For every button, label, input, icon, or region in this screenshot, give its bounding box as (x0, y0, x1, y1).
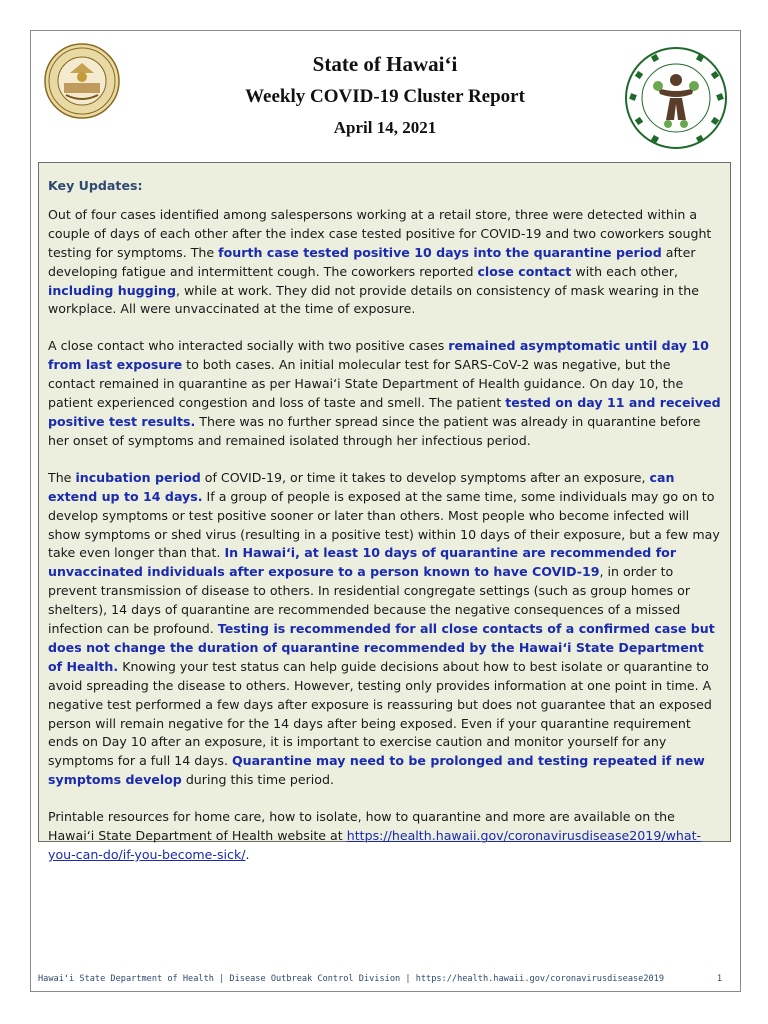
highlighted-text: incubation period (75, 469, 201, 485)
page-title: State of Hawaiʻi (312, 52, 458, 76)
key-updates-box (38, 162, 731, 862)
highlighted-text: remained asymptomatic until day 10 from last exposure (48, 338, 709, 373)
update-paragraph-4 (48, 808, 721, 865)
update-paragraph-3 (48, 469, 721, 790)
update-paragraph-1 (48, 206, 721, 319)
body-text: A close contact who interacted socially with two positive cases (48, 338, 449, 354)
body-text: . (245, 847, 250, 862)
page-number: 1 (716, 974, 722, 984)
resource-link[interactable]: https://health.hawaii.gov/coronavirusdisease2019/what-you-can-do/if-you-become-sick/ (48, 828, 702, 862)
body-text: There was no further spread since the patient was already in quarantine before her onset of symptoms and remained isolated through her infectious period. (48, 413, 701, 448)
body-text: The (48, 469, 76, 485)
highlighted-text: close contact (477, 263, 572, 279)
update-paragraph-2 (48, 337, 721, 450)
state-seal-icon (44, 43, 120, 119)
body-text: Knowing your test status can help guide decisions about how to best isolate or quarantine to avoid spreading the disease to others. However, testing only provides information at one point in time. A negative test performed a few days after exposure is reassuring but does not guarantee that an exposed person will remain negative for the 14 days after being exposed. Even if your quarantine requirement ends on Day 10 after an exposure, it is important to exercise caution and monitor yourself for any symptoms for a full 14 days. (48, 658, 712, 769)
highlighted-text: Testing is recommended for all close contacts of a confirmed case but does not change the duration of quarantine recommended by the Hawaiʻi State Department of Health. (48, 621, 715, 674)
body-text: , while at work. They did not provide details on consistency of mask wearing in the workplace. All were unvaccinated at the time of exposure. (48, 282, 699, 317)
body-text: Printable resources for home care, how to isolate, how to quarantine and more are available on the Hawaiʻi State Department of Health website at (48, 809, 675, 844)
body-text: after developing fatigue and intermittent cough. The coworkers reported (48, 244, 696, 279)
highlighted-text: can extend up to 14 days. (48, 469, 675, 504)
body-text: with each other, (571, 263, 679, 279)
body-text: during this time period. (181, 772, 335, 788)
highlighted-text: tested on day 11 and received positive test results. (48, 395, 721, 429)
body-text: , in order to prevent transmission of disease to others. In residential congregate settings (such as group homes or shelters), 14 days of quarantine are recommended because the negative consequences of a missed infection can be profound. (48, 564, 691, 637)
highlighted-text: fourth case tested positive 10 days into the quarantine period (218, 244, 662, 260)
department-of-health-logo-icon (622, 42, 730, 154)
page-footer (38, 974, 738, 990)
body-text: to both cases. An initial molecular test for SARS-CoV-2 was negative, but the contact remained in quarantine as per Hawaiʻi State Department of Health guidance. On day 10, the patient experienced congestion and loss of taste and smell. The patient (48, 357, 684, 411)
body-text: Out of four cases identified among salespersons working at a retail store, three were detected within a couple of days of each other after the index case tested positive for COVID-19 and two coworkers sought testing for symptoms. The (48, 206, 712, 260)
body-text: of COVID-19, or time it takes to develop symptoms after an exposure, (200, 469, 650, 485)
highlighted-text: In Hawaiʻi, at least 10 days of quarantine are recommended for unvaccinated individuals after exposure to a person known to have COVID-19 (48, 545, 677, 580)
report-date: April 14, 2021 (333, 118, 437, 137)
key-updates-heading: Key Updates: (48, 178, 143, 193)
highlighted-text: Quarantine may need to be prolonged and testing repeated if new symptoms develop (48, 753, 705, 788)
footer-text: Hawaiʻi State Department of Health | Disease Outbreak Control Division | https://health.hawaii.gov/coronavirusdisease2019 (38, 974, 665, 984)
highlighted-text: including hugging (48, 282, 176, 298)
report-subtitle: Weekly COVID-19 Cluster Report (245, 86, 525, 107)
body-text: If a group of people is exposed at the same time, some individuals may go on to develop symptoms or test positive sooner or later than others. Most people who become infected will show symptoms or shed virus (resulting in a positive test) within 10 days of their exposure, but a few may take even longer than that. (48, 488, 720, 561)
